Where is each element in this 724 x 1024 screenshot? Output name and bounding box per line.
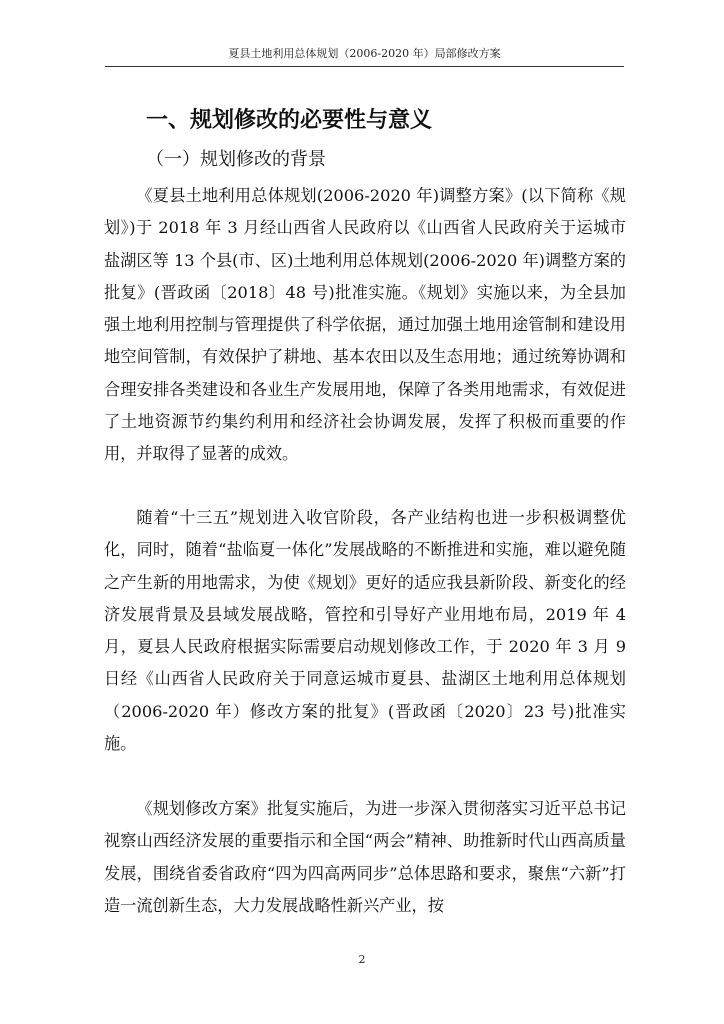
page-number: 2 (358, 953, 366, 966)
paragraph-block-1 (104, 180, 626, 471)
body-paragraph: 《规划修改方案》批复实施后，为进一步深入贯彻落实习近平总书记视察山西经济发展的重要指示和全国“两会”精神、助推新时代山西高质量发展，围绕省委省政府“四为四高两同步”总体思路和要求，聚焦“六新”打造一流创新生态，大力发展战略性新兴产业，按 (104, 799, 626, 915)
running-header: 夏县土地利用总体规划（2006-2020 年）局部修改方案 (228, 47, 501, 60)
section-heading: 一、规划修改的必要性与意义 (146, 108, 433, 133)
paragraph-block-2 (104, 502, 626, 760)
subsection-heading: （一）规划修改的背景 (146, 149, 326, 170)
body-paragraph: 随着“十三五”规划进入收官阶段，各产业结构也进一步积极调整优化，同时，随着“盐临夏一体化”发展战略的不断推进和实施，难以避免随之产生新的用地需求，为使《规划》更好的适应我县新阶段、新变化的经济发展背景及县域发展战略，管控和引导好产业用地布局，2019 年 4 月，夏县人民政府根据实际需要启动规划修改工作，于 2020 年 3 月 9 日经《山西省人民政府关于同意运城市夏县、盐湖区土地利用总体规划（2006-2020 年）修改方案的批复》(晋政函〔2020〕23 号)批准实施。 (104, 508, 626, 754)
paragraph-block-3 (104, 793, 626, 922)
body-paragraph: 《夏县土地利用总体规划(2006-2020 年)调整方案》(以下简称《规划》)于 2018 年 3 月经山西省人民政府以《山西省人民政府关于运城市盐湖区等 13 个县(市、区)土地利用总体规划(2006-2020 年)调整方案的批复》(晋政函〔2018〕48 号)批准实施。《规划》实施以来，为全县加强土地利用控制与管理提供了科学依据，通过加强土地用途管制和建设用地空间管制，有效保护了耕地、基本农田以及生态用地；通过统筹协调和合理安排各类建设和各业生产发展用地，保障了各类用地需求，有效促进了土地资源节约集约利用和经济社会协调发展，发挥了积极而重要的作用，并取得了显著的成效。 (104, 186, 626, 464)
header-rule (105, 66, 624, 67)
